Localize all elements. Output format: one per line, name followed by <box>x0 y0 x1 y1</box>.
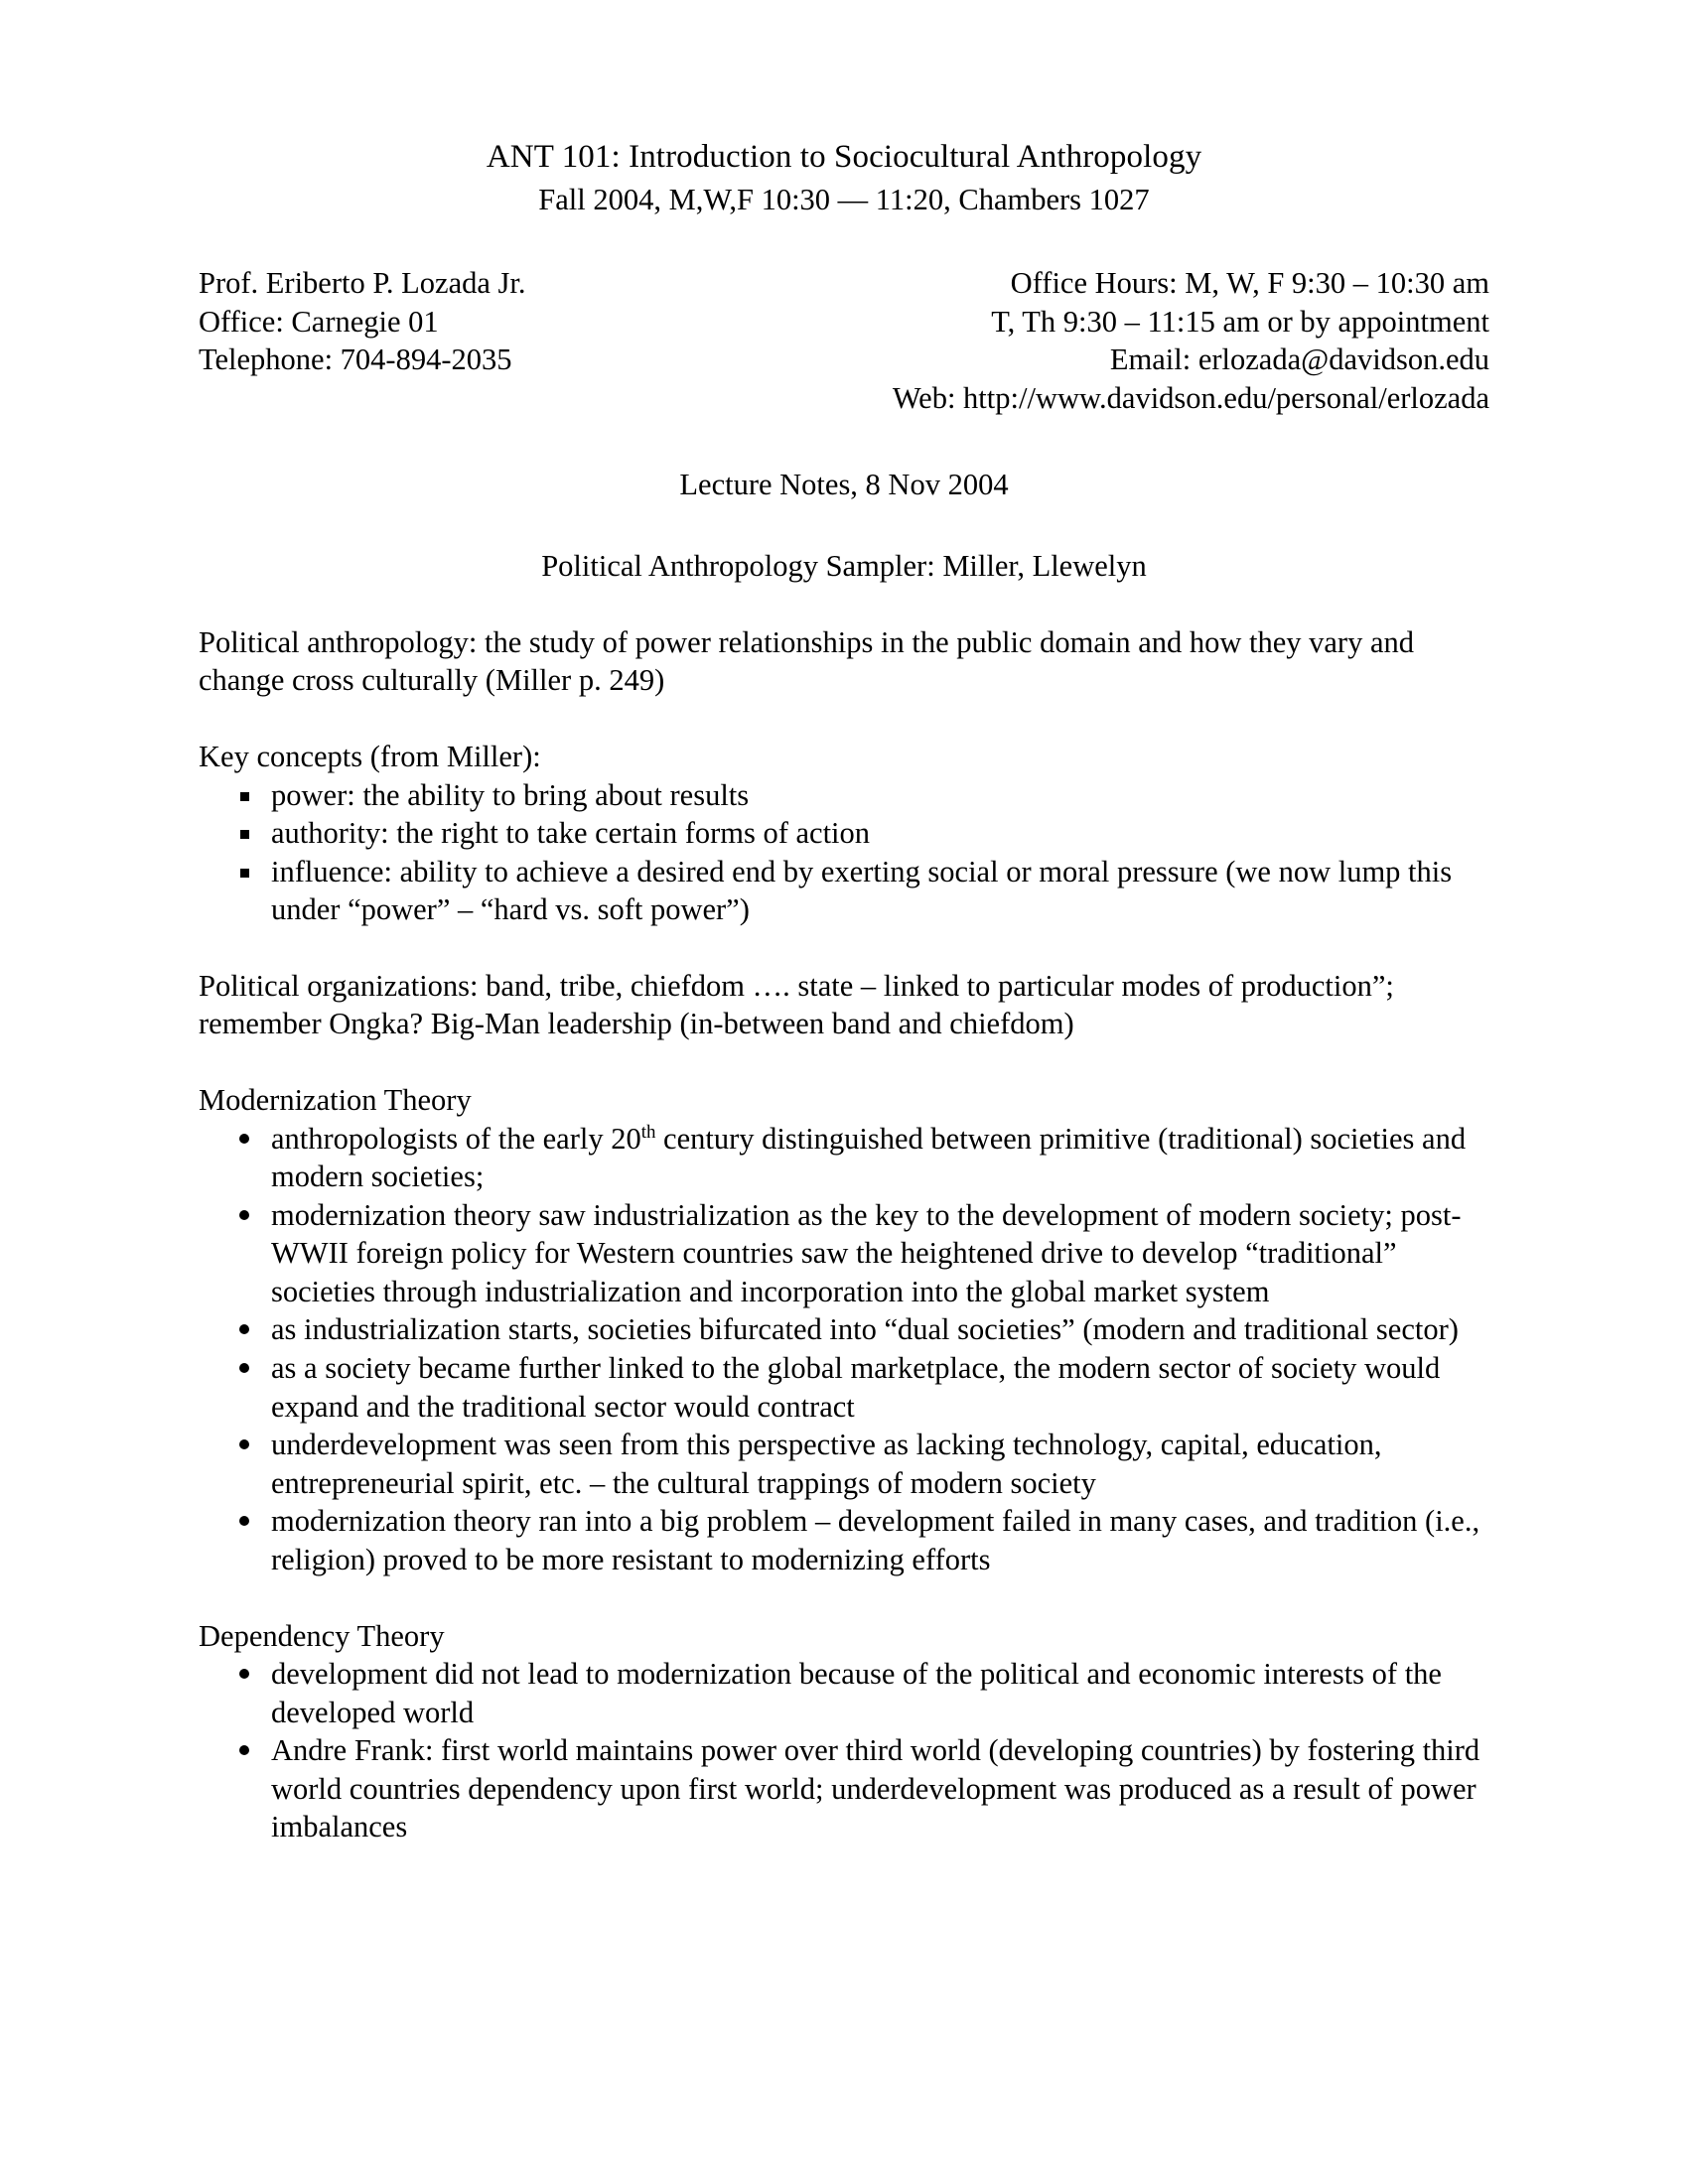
instructor-name: Prof. Eriberto P. Lozada Jr. <box>199 266 526 301</box>
list-item: authority: the right to take certain forms of action <box>199 814 1489 853</box>
list-item <box>199 1120 1489 1196</box>
political-organizations-paragraph: Political organizations: band, tribe, chiefdom …. state – linked to particular modes of production”; remember Ongka? Big-Man leadership (in-between band and chiefdom) <box>199 968 1394 1041</box>
office-hours-info <box>893 264 1489 417</box>
course-meta: Fall 2004, M,W,F 10:30 — 11:20, Chambers 1027 <box>538 182 1150 216</box>
contact-block <box>199 264 1489 417</box>
spacer <box>199 586 1489 623</box>
course-title: ANT 101: Introduction to Sociocultural Anthropology <box>486 139 1202 175</box>
dependency-theory-heading: Dependency Theory <box>199 1618 445 1653</box>
lecture-topic: Political Anthropology Sampler: Miller, Llewelyn <box>541 549 1147 584</box>
modernization-theory-list <box>199 1120 1489 1579</box>
list-item: power: the ability to bring about results <box>199 776 1489 815</box>
list-item: influence: ability to achieve a desired end by exerting social or moral pressure (we now lump this under “power” – “hard vs. soft power”) <box>199 853 1489 929</box>
spacer <box>199 1579 1489 1617</box>
list-item: as a society became further linked to the global marketplace, the modern sector of society would expand and the traditional sector would contract <box>199 1349 1489 1426</box>
ordinal-superscript: th <box>640 1121 656 1143</box>
spacer <box>199 1043 1489 1081</box>
list-item: as industrialization starts, societies bifurcated into “dual societies” (modern and traditional sector) <box>199 1310 1489 1349</box>
instructor-email: Email: erlozada@davidson.edu <box>1109 342 1489 377</box>
list-item: Andre Frank: first world maintains power over third world (developing countries) by fostering third world countries dependency upon first world; underdevelopment was produced as a result of power imbalances <box>199 1731 1489 1846</box>
spacer <box>199 700 1489 738</box>
key-concepts-list <box>199 776 1489 929</box>
spacer <box>199 929 1489 967</box>
list-item: modernization theory saw industrialization as the key to the development of modern society; post-WWII foreign policy for Western countries saw the heightened drive to develop “traditional” societies through industrialization and incorporation into the global market system <box>199 1196 1489 1311</box>
key-concepts-heading: Key concepts (from Miller): <box>199 739 541 773</box>
modernization-theory-heading: Modernization Theory <box>199 1082 472 1117</box>
bullet-text-pre: anthropologists of the early 20 <box>271 1121 641 1156</box>
instructor-telephone: Telephone: 704-894-2035 <box>199 342 512 377</box>
list-item: development did not lead to modernization because of the political and economic interests of the developed world <box>199 1655 1489 1731</box>
definition-paragraph: Political anthropology: the study of power relationships in the public domain and how they vary and change cross culturally (Miller p. 249) <box>199 624 1415 698</box>
dependency-theory-list <box>199 1655 1489 1846</box>
instructor-office: Office: Carnegie 01 <box>199 304 439 339</box>
lecture-date: Lecture Notes, 8 Nov 2004 <box>679 467 1009 501</box>
office-hours-line-2: T, Th 9:30 – 11:15 am or by appointment <box>991 304 1489 339</box>
instructor-info <box>199 264 526 379</box>
document-content <box>199 137 1489 1846</box>
instructor-website: Web: http://www.davidson.edu/personal/erlozada <box>892 381 1489 416</box>
bullet-text-post: century distinguished between primitive (traditional) societies and modern societies; <box>271 1121 1467 1194</box>
document-header <box>199 137 1489 218</box>
list-item: modernization theory ran into a big problem – development failed in many cases, and tradition (i.e., religion) proved to be more resistant to modernizing efforts <box>199 1502 1489 1578</box>
office-hours-line-1: Office Hours: M, W, F 9:30 – 10:30 am <box>1010 266 1489 301</box>
list-item: underdevelopment was seen from this perspective as lacking technology, capital, education, entrepreneurial spirit, etc. – the cultural trappings of modern society <box>199 1426 1489 1502</box>
